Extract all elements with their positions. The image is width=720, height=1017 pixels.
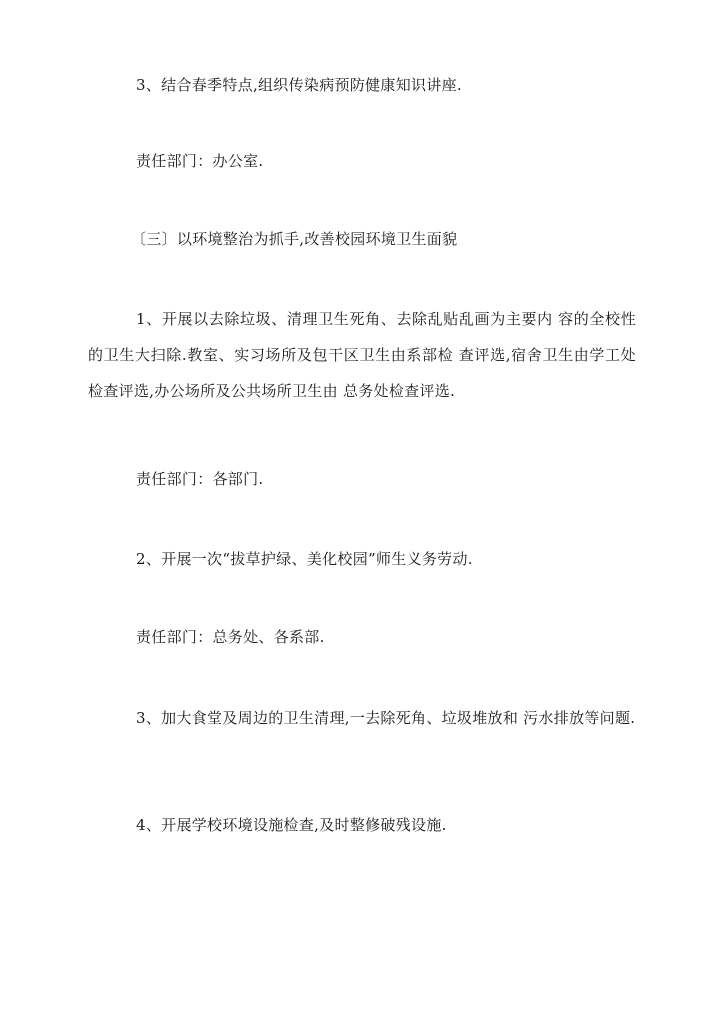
section-3-heading: 〔三〕以环境整治为抓手,改善校园环境卫生面貌 [131,230,458,248]
item-4-facilities: 4、开展学校环境设施检查,及时整修破残设施. [136,816,447,834]
item-1-cleanup-paragraph: 1、开展以去除垃圾、清理卫生死角、去除乱贴乱画为主要内 容的全校性的卫生大扫除.教室、实习场所及包干区卫生由系部检 查评选,宿舍卫生由学工处检查评选,办公场所及公共场所卫生由 总务处检查评选. [88,310,636,400]
responsible-all-departments-line: 责任部门：各部门. [136,470,264,488]
item-3-lecture: 3、结合春季特点,组织传染病预防健康知识讲座. [136,76,462,94]
responsible-office-line: 责任部门：办公室. [136,152,264,170]
item-3-canteen-paragraph: 3、加大食堂及周边的卫生清理,一去除死角、垃圾堆放和 污水排放等问题. [136,709,636,727]
item-2-labor: 2、开展一次“拔草护绿、美化校园”师生义务劳动. [136,550,473,568]
responsible-general-affairs-line: 责任部门：总务处、各系部. [136,628,325,646]
